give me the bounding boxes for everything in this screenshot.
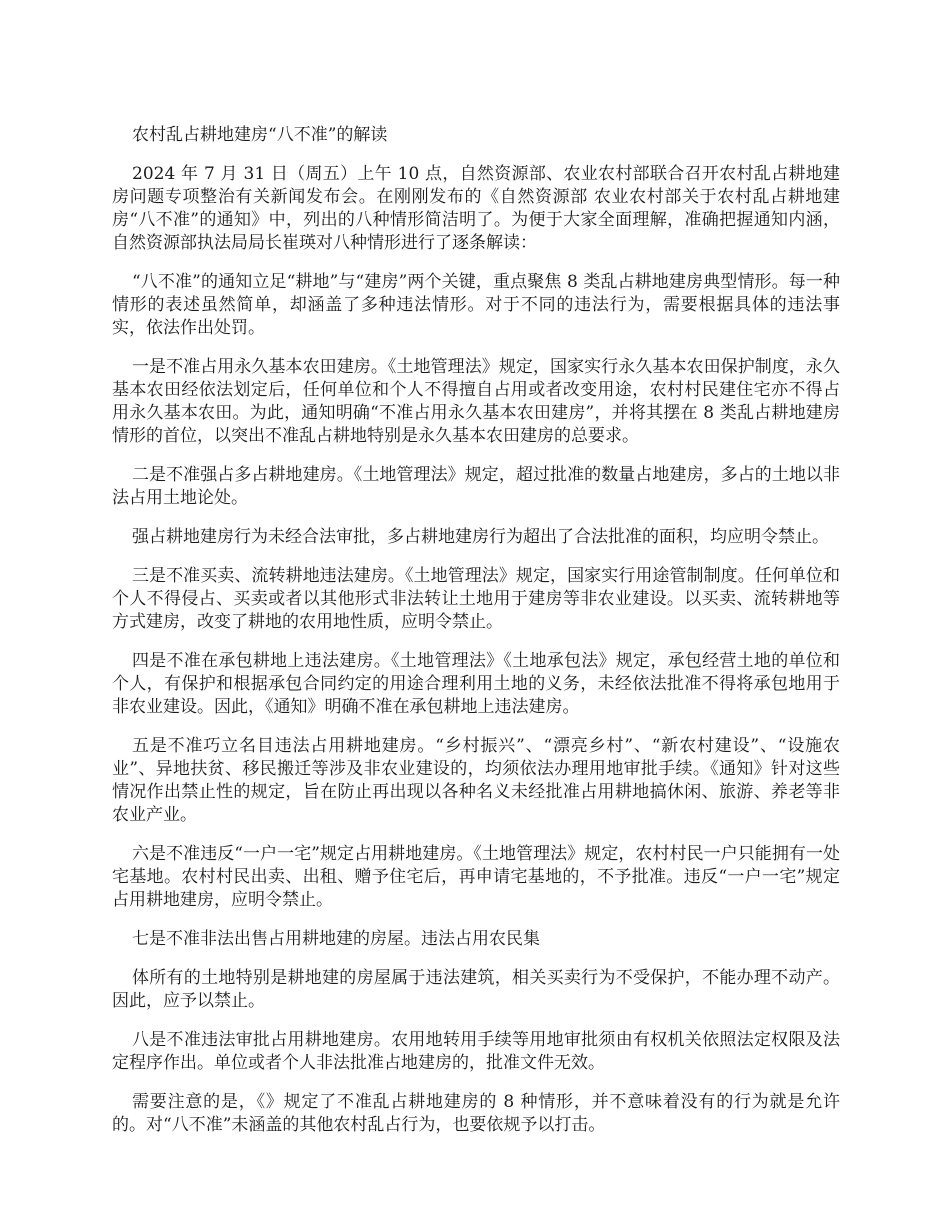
paragraph-conclusion: 需要注意的是，《》规定了不准乱占耕地建房的 8 种情形，并不意味着没有的行为就是允许的。对“八不准”未涵盖的其他农村乱占行为，也要依规予以打击。 xyxy=(112,1092,840,1135)
paragraph-rule-5: 五是不准巧立名目违法占用耕地建房。“乡村振兴”、“漂亮乡村”、“新农村建设”、“设施农业”、异地扶贫、移民搬迁等涉及非农业建设的，均须依法办理用地审批手续。《通知》针对这些情况作出禁止性的规定，旨在防止再出现以各种名义未经批准占用耕地搞休闲、旅游、养老等非农业产业。 xyxy=(112,736,840,825)
paragraph-intro: 2024 年 7 月 31 日（周五）上午 10 点，自然资源部、农业农村部联合召开农村乱占耕地建房问题专项整治有关新闻发布会。在刚刚发布的《自然资源部 农业农村部关于农村乱占耕地建房“八不准”的通知》中，列出的八种情形简洁明了。为便于大家全面理解，准确把握通知内涵，自然资源部执法局局长崔瑛对八种情形进行了逐条解读： xyxy=(112,164,840,253)
document-body xyxy=(112,124,840,1153)
paragraph-rule-2-note: 强占耕地建房行为未经合法审批，多占耕地建房行为超出了合法批准的面积，均应明令禁止。 xyxy=(132,527,829,547)
paragraph-rule-4: 四是不准在承包耕地上违法建房。《土地管理法》《土地承包法》规定，承包经营土地的单位和个人，有保护和根据承包合同约定的用途合理利用土地的义务，未经依法批准不得将承包地用于非农业建设。因此，《通知》明确不准在承包耕地上违法建房。 xyxy=(112,651,840,717)
paragraph-rule-2: 二是不准强占多占耕地建房。《土地管理法》规定，超过批准的数量占地建房，多占的土地以非法占用土地论处。 xyxy=(112,465,840,508)
paragraph-rule-8: 八是不准违法审批占用耕地建房。农用地转用手续等用地审批须由有权机关依照法定权限及法定程序作出。单位或者个人非法批准占地建房的，批准文件无效。 xyxy=(112,1030,840,1073)
paragraph-rule-6: 六是不准违反“一户一宅”规定占用耕地建房。《土地管理法》规定，农村村民一户只能拥有一处宅基地。农村村民出卖、出租、赠予住宅后，再申请宅基地的，不予批准。违反“一户一宅”规定占用耕地建房，应明令禁止。 xyxy=(112,844,840,910)
paragraph-overview: “八不准”的通知立足“耕地”与“建房”两个关键，重点聚焦 8 类乱占耕地建房典型情形。每一种情形的表述虽然简单，却涵盖了多种违法情形。对于不同的违法行为，需要根据具体的违法事实，依法作出处罚。 xyxy=(112,272,840,338)
paragraph-rule-3: 三是不准买卖、流转耕地违法建房。《土地管理法》规定，国家实行用途管制制度。任何单位和个人不得侵占、买卖或者以其他形式非法转让土地用于建房等非农业建设。以买卖、流转耕地等方式建房，改变了耕地的农用地性质，应明令禁止。 xyxy=(112,566,840,632)
paragraph-rule-1: 一是不准占用永久基本农田建房。《土地管理法》规定，国家实行永久基本农田保护制度，永久基本农田经依法划定后，任何单位和个人不得擅自占用或者改变用途，农村村民建住宅亦不得占用永久基本农田。为此，通知明确“不准占用永久基本农田建房”，并将其摆在 8 类乱占耕地建房情形的首位，以突出不准乱占耕地特别是永久基本农田建房的总要求。 xyxy=(112,357,840,446)
paragraph-rule-7-cont: 体所有的土地特别是耕地建的房屋属于违法建筑，相关买卖行为不受保护，不能办理不动产。因此，应予以禁止。 xyxy=(112,968,840,1011)
document-title: 农村乱占耕地建房“八不准”的解读 xyxy=(132,125,388,145)
paragraph-rule-7: 七是不准非法出售占用耕地建的房屋。违法占用农民集 xyxy=(132,929,540,949)
